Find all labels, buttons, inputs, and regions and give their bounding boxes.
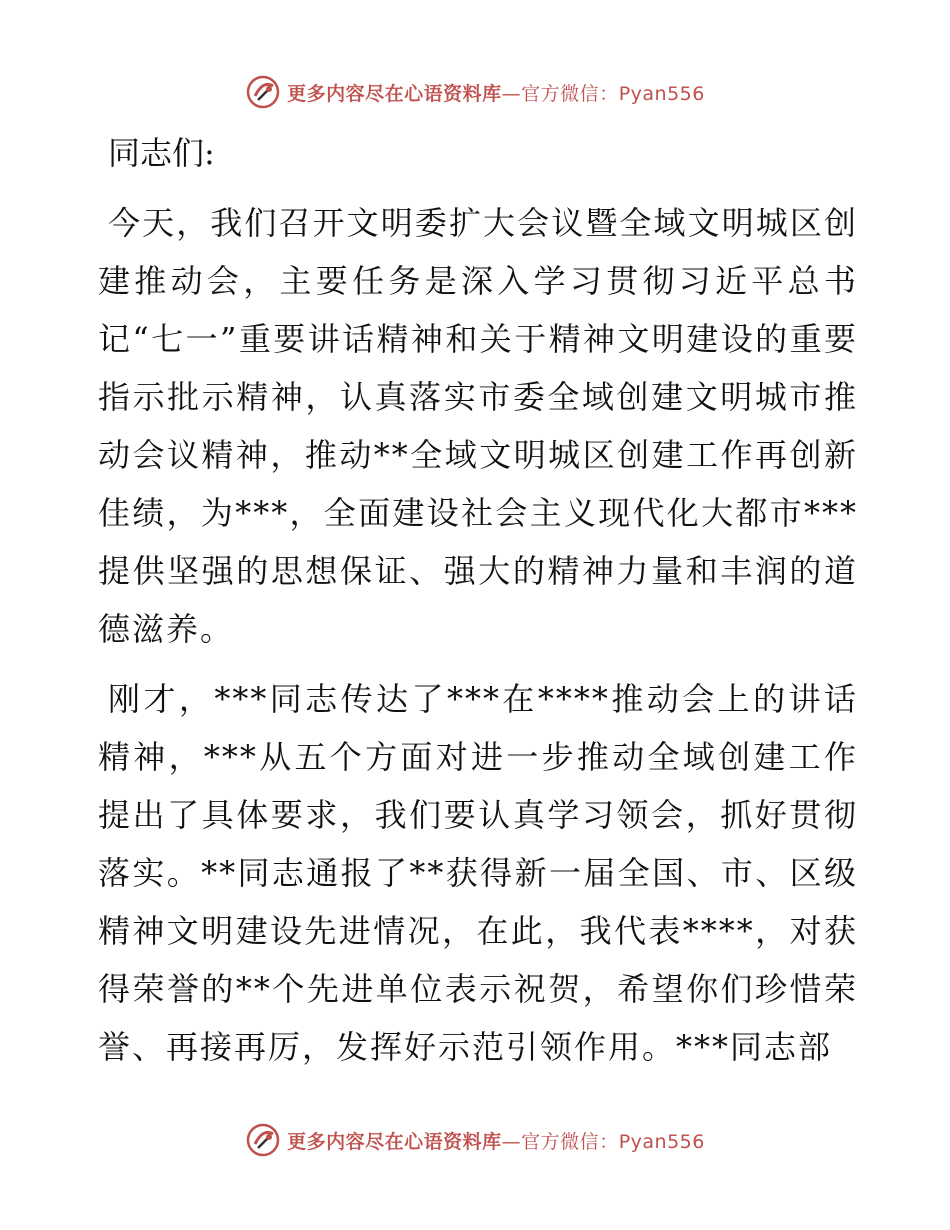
watermark-dash: — (501, 82, 522, 105)
watermark-brand: 更多内容尽在心语资料库 (287, 82, 502, 105)
watermark-wechat-label: 官方微信： (521, 82, 619, 105)
document-body (98, 118, 858, 1088)
watermark-account: Pyan556 (618, 82, 705, 105)
watermark-wechat-label: 官方微信： (521, 1130, 619, 1153)
footer-watermark (0, 1120, 950, 1160)
brand-logo-icon (245, 74, 281, 110)
watermark-dash: — (501, 1130, 522, 1153)
watermark-account: Pyan556 (618, 1130, 705, 1153)
watermark-text (287, 79, 705, 106)
watermark-brand: 更多内容尽在心语资料库 (287, 1130, 502, 1153)
paragraph-2: 刚才，***同志传达了***在****推动会上的讲话精神，***从五个方面对进一步推动全域创建工作提出了具体要求，我们要认真学习领会，抓好贯彻落实。**同志通报了**获得新一届全国、市、区级精神文明建设先进情况，在此，我代表****，对获得荣誉的**个先进单位表示祝贺，希望你们珍惜荣誉、再接再厉，发挥好示范引领作用。***同志部 (98, 680, 858, 1066)
salutation: 同志们: (108, 134, 215, 172)
paragraph-1: 今天，我们召开文明委扩大会议暨全域文明城区创建推动会，主要任务是深入学习贯彻习近平总书记“七一”重要讲话精神和关于精神文明建设的重要指示批示精神，认真落实市委全域创建文明城市推动会议精神，推动**全域文明城区创建工作再创新佳绩，为***，全面建设社会主义现代化大都市***提供坚强的思想保证、强大的精神力量和丰润的道德滋养。 (98, 204, 858, 648)
header-watermark (0, 72, 950, 112)
brand-logo-icon (245, 1122, 281, 1158)
watermark-text (287, 1127, 705, 1154)
